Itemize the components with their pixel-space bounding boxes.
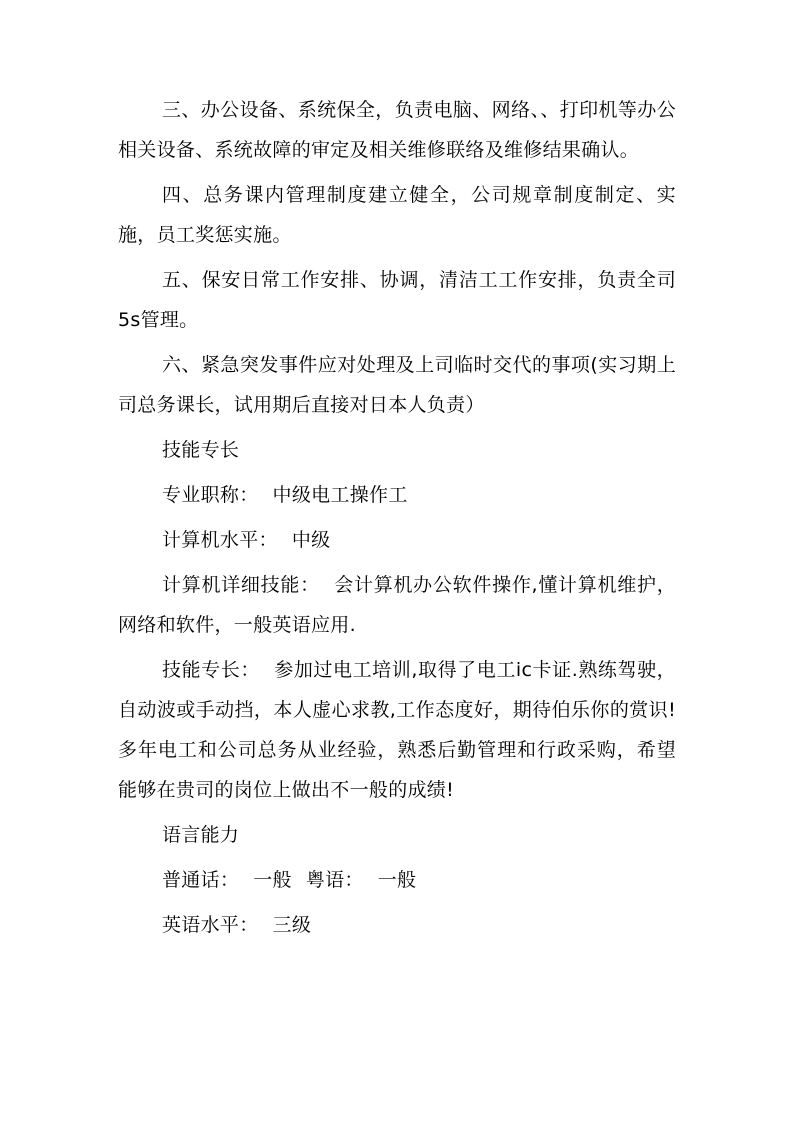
computer-level-label: 计算机水平： <box>162 529 278 551</box>
computer-detail-paragraph <box>118 565 676 645</box>
computer-level-value: 中级 <box>291 529 331 551</box>
cantonese-label: 粤语： <box>305 869 364 891</box>
paragraph-emergency-handling: 六、紧急突发事件应对处理及上司临时交代的事项(实习期上司总务课长，试用期后直接对日本人负责） <box>118 354 676 416</box>
professional-title-label: 专业职称： <box>162 484 259 506</box>
document-body <box>118 90 676 950</box>
language-heading: 语言能力 <box>162 824 240 846</box>
computer-level-row <box>118 520 676 560</box>
specialty-label: 技能专长： <box>162 659 260 681</box>
specialty-paragraph <box>118 650 676 810</box>
paragraph-security-cleaning: 五、保安日常工作安排、协调，清洁工工作安排，负责全司5s管理。 <box>118 269 676 331</box>
mandarin-label: 普通话： <box>162 869 240 891</box>
paragraph-management-system: 四、总务课内管理制度建立健全，公司规章制度制定、实施，员工奖惩实施。 <box>118 184 676 246</box>
computer-detail-label: 计算机详细技能： <box>162 574 320 596</box>
professional-title-value: 中级电工操作工 <box>272 484 408 506</box>
paragraph-office-equipment: 三、办公设备、系统保全，负责电脑、网络、、打印机等办公相关设备、系统故障的审定及相关维修联络及维修结果确认。 <box>118 99 676 161</box>
professional-title-row <box>118 475 676 515</box>
english-level-value: 三级 <box>272 914 312 936</box>
mandarin-cantonese-row <box>118 860 676 900</box>
english-level-label: 英语水平： <box>162 914 259 936</box>
cantonese-value: 一般 <box>377 869 417 891</box>
mandarin-value: 一般 <box>253 869 292 891</box>
skills-heading: 技能专长 <box>162 439 240 461</box>
specialty-value: 参加过电工培训,取得了电工ic卡证.熟练驾驶，自动波或手动挡，本人虚心求教,工作态度好，期待伯乐你的赏识!多年电工和公司总务从业经验，熟悉后勤管理和行政采购，希望能够在贵司的岗位上做出不一般的成绩! <box>118 659 676 801</box>
english-level-row <box>118 905 676 945</box>
computer-detail-value: 会计算机办公软件操作,懂计算机维护，网络和软件，一般英语应用. <box>118 574 676 636</box>
